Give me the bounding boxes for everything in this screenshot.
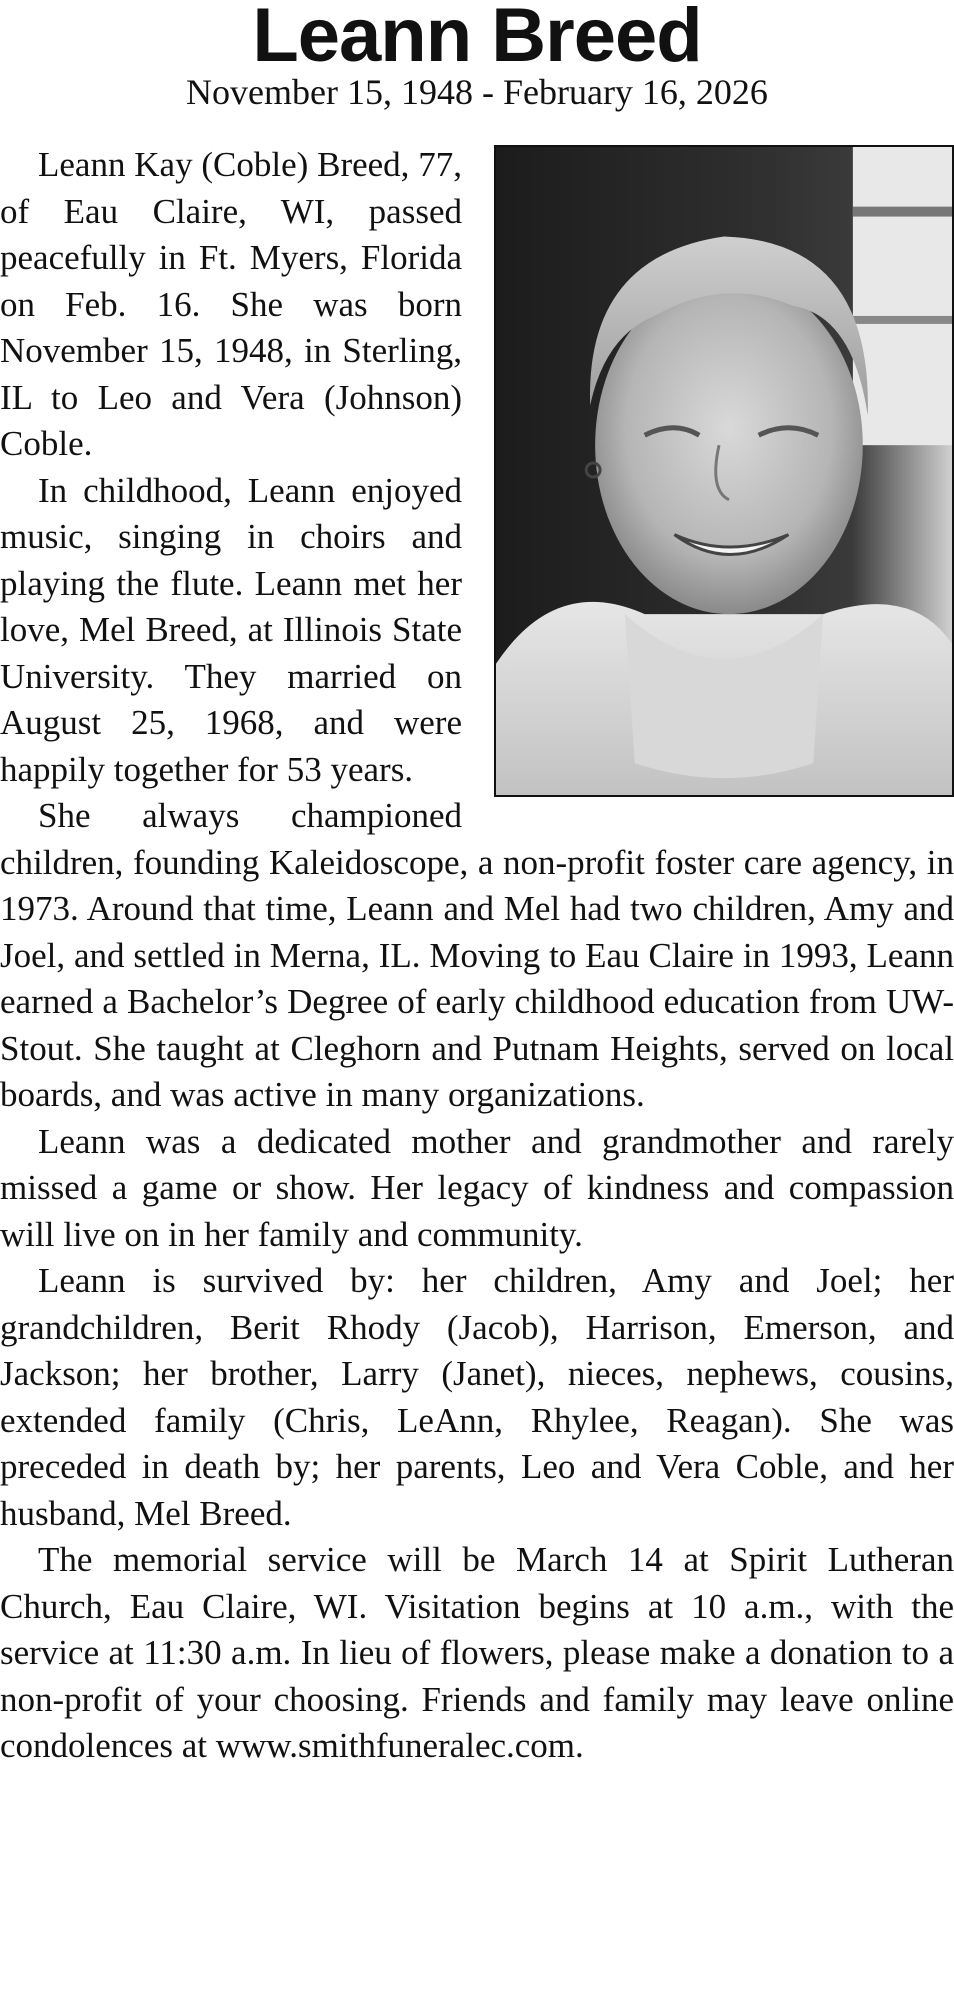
- paragraph: In childhood, Leann enjoyed music, singing in choirs and playing the flute. Leann met her love, Mel Breed, at Illinois State University. They married on August 25, 1968, and were happily together for 53 years.: [0, 470, 462, 789]
- obituary-name: Leann Breed: [252, 0, 702, 78]
- portrait-illustration: [496, 147, 952, 795]
- paragraph: Leann was a dedicated mother and grandmother and rarely missed a game or show. Her legacy of kindness and compassion will live on in her family and community.: [0, 1121, 954, 1254]
- paragraph: She always championed children, founding Kaleidoscope, a non-profit foster care agency, in 1973. Around that time, Leann and Mel had two children, Amy and Joel, and settled in Merna, IL. Moving to Eau Claire in 1993, Leann earned a Bachelor’s Degree of early childhood education from UW-Stout. She taught at Cleghorn and Putnam Heights, served on local boards, and was active in many organizations.: [0, 796, 954, 1114]
- obituary-body: [0, 142, 954, 1770]
- paragraph: Leann is survived by: her children, Amy and Joel; her grandchildren, Berit Rhody (Jacob), Harrison, Emerson, and Jackson; her brother, Larry (Janet), nieces, nephews, cousins, extended family (Chris, LeAnn, Rhylee, Reagan). She was preceded in death by; her parents, Leo and Vera Coble, and her husband, Mel Breed.: [0, 1261, 954, 1533]
- paragraph: The memorial service will be March 14 at Spirit Lutheran Church, Eau Claire, WI. Visitation begins at 10 a.m., with the service at 11:30 a.m. In lieu of flowers, please make a donation to a non-profit of your choosing. Friends and family may leave online condolences at www.smithfuneralec.com.: [0, 1540, 954, 1765]
- obituary-dates: November 15, 1948 - February 16, 2026: [186, 72, 768, 112]
- paragraph: Leann Kay (Coble) Breed, 77, of Eau Claire, WI, passed peacefully in Ft. Myers, Florida on Feb. 16. She was born November 15, 1948, in Sterling, IL to Leo and Vera (Johnson) Coble.: [0, 145, 462, 463]
- portrait-photo: [494, 145, 954, 797]
